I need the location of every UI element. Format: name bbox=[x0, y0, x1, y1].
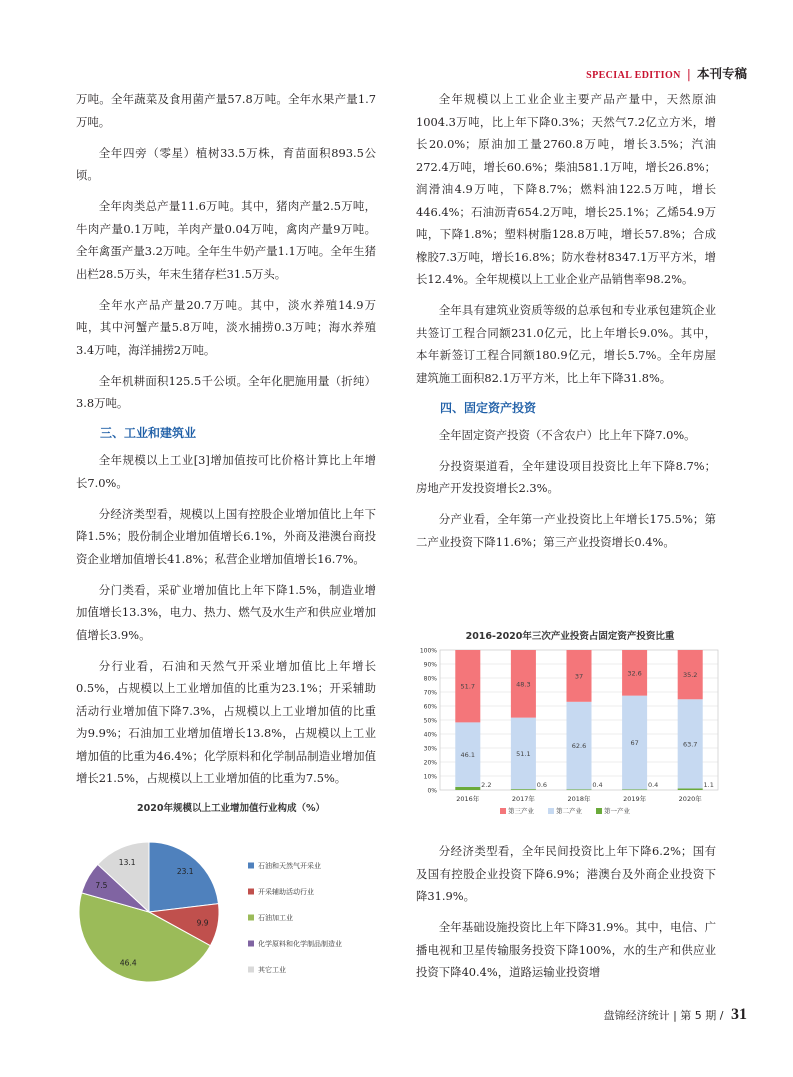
bar-chart-title: 2016-2020年三次产业投资占固定资产投资比重 bbox=[465, 631, 675, 642]
page-footer bbox=[604, 1006, 747, 1024]
paragraph: 全年肉类总产量11.6万吨。其中，猪肉产量2.5万吨，牛肉产量0.1万吨，羊肉产量0.04万吨，禽肉产量9万吨。全年禽蛋产量3.2万吨。全年生牛奶产量1.1万吨。全年生猪出栏28.5万头，年末生猪存栏31.5万头。 bbox=[76, 199, 376, 281]
y-tick-label: 0% bbox=[427, 787, 437, 795]
y-tick-label: 100% bbox=[419, 647, 437, 655]
data-label: 37 bbox=[574, 672, 584, 681]
footer-separator: | bbox=[673, 1009, 681, 1022]
data-label: 46.1 bbox=[460, 751, 476, 760]
data-label: 0.6 bbox=[536, 781, 548, 789]
legend-label: 第一产业 bbox=[604, 807, 630, 815]
bar-segment bbox=[511, 789, 536, 790]
paragraph: 全年基础设施投资比上年下降31.9%。其中，电信、广播电视和卫星传输服务投资下降100%，水的生产和供应业投资下降40.4%，道路运输业投资增 bbox=[416, 920, 716, 979]
y-tick-label: 50% bbox=[423, 717, 437, 725]
data-label: 63.7 bbox=[682, 740, 698, 749]
investment-share-chart bbox=[410, 628, 730, 818]
paragraph: 分经济类型看，全年民间投资比上年下降6.2%；国有及国有控股企业投资下降6.9%；港澳台及外商企业投资下降31.9%。 bbox=[416, 844, 716, 903]
right-column bbox=[416, 88, 716, 562]
x-tick-label: 2016年 bbox=[456, 795, 480, 803]
y-tick-label: 80% bbox=[423, 675, 437, 683]
page-number: 31 bbox=[731, 1006, 747, 1023]
pie-slice bbox=[149, 842, 219, 912]
edition-label: SPECIAL EDITION bbox=[586, 70, 681, 81]
y-tick-label: 30% bbox=[423, 745, 437, 753]
header-separator: | bbox=[686, 66, 691, 81]
right-column-bottom bbox=[416, 840, 716, 992]
legend-swatch bbox=[248, 915, 254, 921]
y-tick-label: 40% bbox=[423, 731, 437, 739]
x-tick-label: 2018年 bbox=[567, 795, 591, 803]
journal-name: 盘锦经济统计 bbox=[603, 1009, 670, 1022]
y-tick-label: 90% bbox=[423, 661, 437, 669]
data-label: 48.3 bbox=[516, 680, 531, 689]
data-label: 67 bbox=[630, 739, 639, 748]
industry-composition-chart bbox=[76, 800, 386, 1000]
paragraph: 全年规模以上工业企业主要产品产量中，天然原油1004.3万吨，比上年下降0.3%；天然气7.2亿立方米，增长20.0%；原油加工量2760.8万吨，增长3.5%；汽油272.4万吨，增长60.6%；柴油581.1万吨，增长26.8%；润滑油4.9万吨，下降8.7%；燃料油122.5万吨，增长446.4%；石油沥青654.2万吨，增长25.1%；乙烯54.9万吨，下降1.8%；塑料树脂128.8万吨，增长57.8%；合成橡胶7.3万吨，增长16.8%；防水卷材8347.1万平方米，增长12.4%。全年规模以上工业企业产品销售率98.2%。 bbox=[416, 92, 716, 286]
data-label: 62.6 bbox=[571, 742, 587, 751]
issue-number: 第 5 期 bbox=[680, 1009, 717, 1022]
data-label: 2.2 bbox=[481, 781, 492, 789]
legend-label: 石油和天然气开采业 bbox=[258, 862, 321, 870]
paragraph: 全年机耕面积125.5千公顷。全年化肥施用量（折纯）3.8万吨。 bbox=[76, 373, 376, 410]
data-label: 0.4 bbox=[647, 781, 659, 789]
x-tick-label: 2020年 bbox=[678, 795, 702, 803]
legend-label: 第二产业 bbox=[556, 807, 582, 815]
left-column bbox=[76, 88, 376, 798]
paragraph: 分门类看，采矿业增加值比上年下降1.5%，制造业增加值增长13.3%，电力、热力、燃气及水生产和供应业增加值增长3.9%。 bbox=[76, 582, 376, 642]
paragraph: 分行业看，石油和天然气开采业增加值比上年增长0.5%，占规模以上工业增加值的比重为23.1%；开采辅助活动行业增加值下降7.3%，占规模以上工业增加值的比重为9.9%；石油加工业增加值增长13.8%，占规模以上工业增加值的比重为46.4%；化学原料和化学制品制造业增加值增长21.5%，占规模以上工业增加值的比重为7.5%。 bbox=[76, 658, 376, 785]
section-heading-investment: 四、固定资产投资 bbox=[440, 400, 537, 415]
y-tick-label: 10% bbox=[423, 773, 437, 781]
bar-segment bbox=[622, 789, 647, 790]
paragraph: 万吨。全年蔬菜及食用菌产量57.8万吨。全年水果产量1.7万吨。 bbox=[76, 92, 376, 129]
column-title: 本刊专稿 bbox=[696, 66, 747, 81]
bar-chart-svg bbox=[410, 642, 730, 818]
footer-slash: / bbox=[719, 1009, 724, 1022]
paragraph: 全年固定资产投资（不含农户）比上年下降7.0%。 bbox=[438, 427, 696, 442]
legend-label: 石油加工业 bbox=[258, 914, 293, 922]
section-heading-industry: 三、工业和建筑业 bbox=[100, 426, 197, 440]
slice-value-label: 46.4 bbox=[119, 958, 137, 968]
paragraph: 分经济类型看，规模以上国有控股企业增加值比上年下降1.5%；股份制企业增加值增长6.1%，外商及港澳台商投资企业增加值增长41.8%；私营企业增加值增长16.7%。 bbox=[76, 506, 376, 566]
legend-label: 其它工业 bbox=[258, 966, 286, 974]
legend-swatch bbox=[548, 808, 554, 814]
legend-swatch bbox=[596, 808, 602, 814]
y-tick-label: 60% bbox=[423, 703, 437, 711]
page-header bbox=[586, 64, 747, 82]
slice-value-label: 7.5 bbox=[95, 881, 108, 891]
y-tick-label: 70% bbox=[423, 689, 437, 697]
legend-swatch bbox=[248, 863, 254, 869]
slice-value-label: 13.1 bbox=[118, 857, 136, 867]
x-tick-label: 2017年 bbox=[511, 795, 535, 803]
paragraph: 全年水产品产量20.7万吨。其中，淡水养殖14.9万吨，其中河蟹产量5.8万吨，淡水捕捞0.3万吨；海水养殖3.4万吨，海洋捕捞2万吨。 bbox=[76, 297, 376, 357]
paragraph: 分投资渠道看，全年建设项目投资比上年下降8.7%；房地产开发投资增长2.3%。 bbox=[416, 458, 716, 495]
data-label: 35.2 bbox=[682, 671, 698, 680]
data-label: 1.1 bbox=[703, 781, 714, 789]
paragraph: 全年具有建筑业资质等级的总承包和专业承包建筑企业共签订工程合同额231.0亿元，比上年增长9.0%。其中，本年新签订工程合同额180.9亿元，增长5.7%。全年房屋建筑施工面积82.1万平方米，比上年下降31.8%。 bbox=[416, 303, 716, 385]
legend-swatch bbox=[248, 889, 254, 895]
bar-segment bbox=[566, 789, 591, 790]
bar-segment bbox=[455, 787, 480, 790]
legend-swatch bbox=[248, 967, 254, 973]
x-tick-label: 2019年 bbox=[623, 795, 647, 803]
bar-segment bbox=[678, 788, 703, 790]
y-tick-label: 20% bbox=[423, 759, 437, 767]
slice-value-label: 23.1 bbox=[176, 867, 194, 877]
data-label: 51.7 bbox=[460, 682, 476, 691]
legend-label: 化学原料和化学制品制造业 bbox=[258, 940, 342, 948]
legend-swatch bbox=[248, 941, 254, 947]
pie-chart-title: 2020年规模以上工业增加值行业构成（%） bbox=[137, 803, 325, 814]
paragraph: 全年规模以上工业[3]增加值按可比价格计算比上年增长7.0%。 bbox=[76, 453, 376, 490]
pie-chart-svg bbox=[76, 814, 386, 1000]
legend-label: 第三产业 bbox=[508, 807, 534, 815]
paragraph: 分产业看，全年第一产业投资比上年增长175.5%；第二产业投资下降11.6%；第三产业投资增长0.4%。 bbox=[416, 512, 716, 549]
data-label: 51.1 bbox=[516, 749, 531, 758]
slice-value-label: 9.9 bbox=[196, 918, 209, 928]
data-label: 32.6 bbox=[627, 669, 642, 678]
data-label: 0.4 bbox=[592, 781, 603, 789]
legend-label: 开采辅助活动行业 bbox=[258, 888, 314, 896]
legend-swatch bbox=[500, 808, 506, 814]
paragraph: 全年四旁（零星）植树33.5万株，育苗面积893.5公顷。 bbox=[76, 145, 376, 182]
